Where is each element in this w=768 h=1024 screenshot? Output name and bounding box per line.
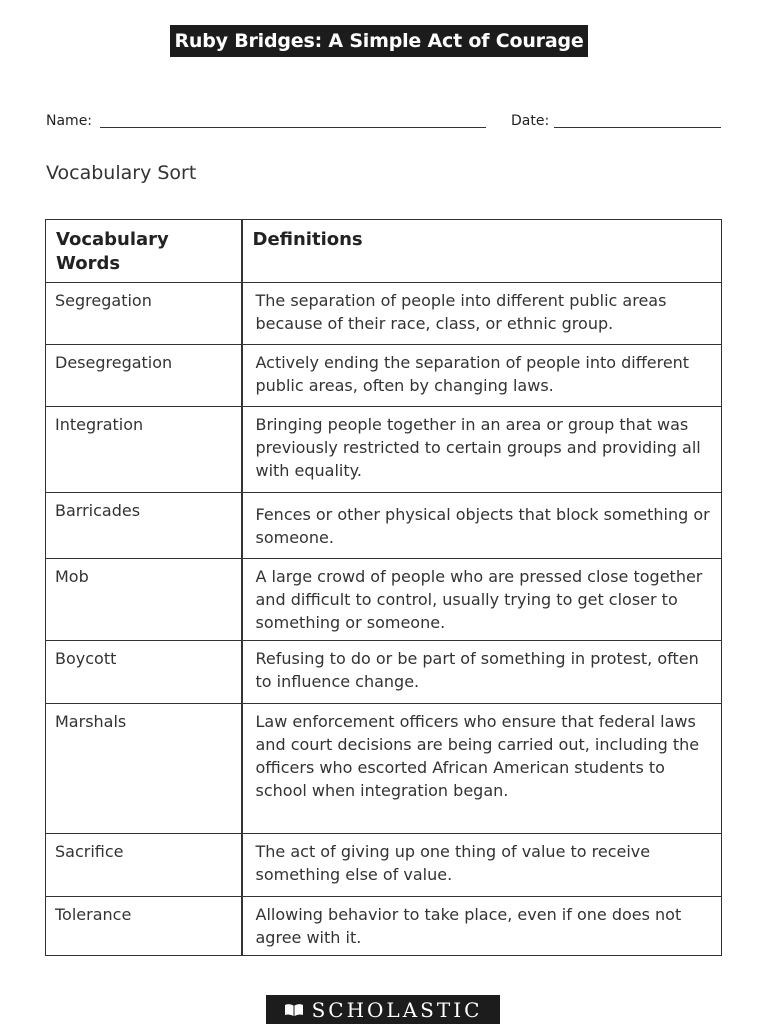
name-field[interactable]	[100, 127, 486, 128]
table-header-row	[46, 220, 722, 283]
vocab-definition: Law enforcement officers who ensure that federal laws and court decisions are being carried out, including the officers who escorted African American students to school when integration began.	[242, 704, 722, 834]
vocab-word: Sacrifice	[46, 834, 242, 897]
table-row	[46, 559, 722, 641]
vocab-word: Tolerance	[46, 897, 242, 956]
vocab-definition: The separation of people into different public areas because of their race, class, or ethnic group.	[242, 283, 722, 345]
vocab-definition: Allowing behavior to take place, even if one does not agree with it.	[242, 897, 722, 956]
vocab-definition: Refusing to do or be part of something in protest, often to influence change.	[242, 641, 722, 704]
logo-text: SCHOLASTIC	[311, 997, 483, 1022]
vocab-definition: A large crowd of people who are pressed close together and difficult to control, usually trying to get closer to something or someone.	[242, 559, 722, 641]
vocab-word: Integration	[46, 407, 242, 493]
vocab-word: Boycott	[46, 641, 242, 704]
table-row	[46, 283, 722, 345]
vocab-definition: Bringing people together in an area or group that was previously restricted to certain groups and providing all with equality.	[242, 407, 722, 493]
vocab-definition: Fences or other physical objects that block something or someone.	[242, 493, 722, 559]
section-title: Vocabulary Sort	[46, 162, 197, 184]
vocab-definition: Actively ending the separation of people into different public areas, often by changing laws.	[242, 345, 722, 407]
vocab-word: Marshals	[46, 704, 242, 834]
header-definitions: Definitions	[242, 220, 722, 283]
table-row	[46, 407, 722, 493]
table-row	[46, 493, 722, 559]
table-row	[46, 834, 722, 897]
date-label: Date:	[511, 113, 550, 129]
vocab-word: Mob	[46, 559, 242, 641]
vocab-word: Desegregation	[46, 345, 242, 407]
table-row	[46, 345, 722, 407]
table-row	[46, 897, 722, 956]
worksheet-title: Ruby Bridges: A Simple Act of Courage	[170, 25, 588, 57]
vocabulary-table	[45, 219, 722, 956]
vocab-word: Segregation	[46, 283, 242, 345]
table-row	[46, 641, 722, 704]
table-row	[46, 704, 722, 834]
vocab-word: Barricades	[46, 493, 242, 559]
name-label: Name:	[46, 113, 93, 129]
scholastic-logo	[266, 995, 500, 1024]
open-book-icon	[284, 1003, 304, 1017]
header-vocabulary-words: Vocabulary Words	[46, 220, 242, 283]
vocab-definition: The act of giving up one thing of value to receive something else of value.	[242, 834, 722, 897]
date-field[interactable]	[554, 127, 721, 128]
